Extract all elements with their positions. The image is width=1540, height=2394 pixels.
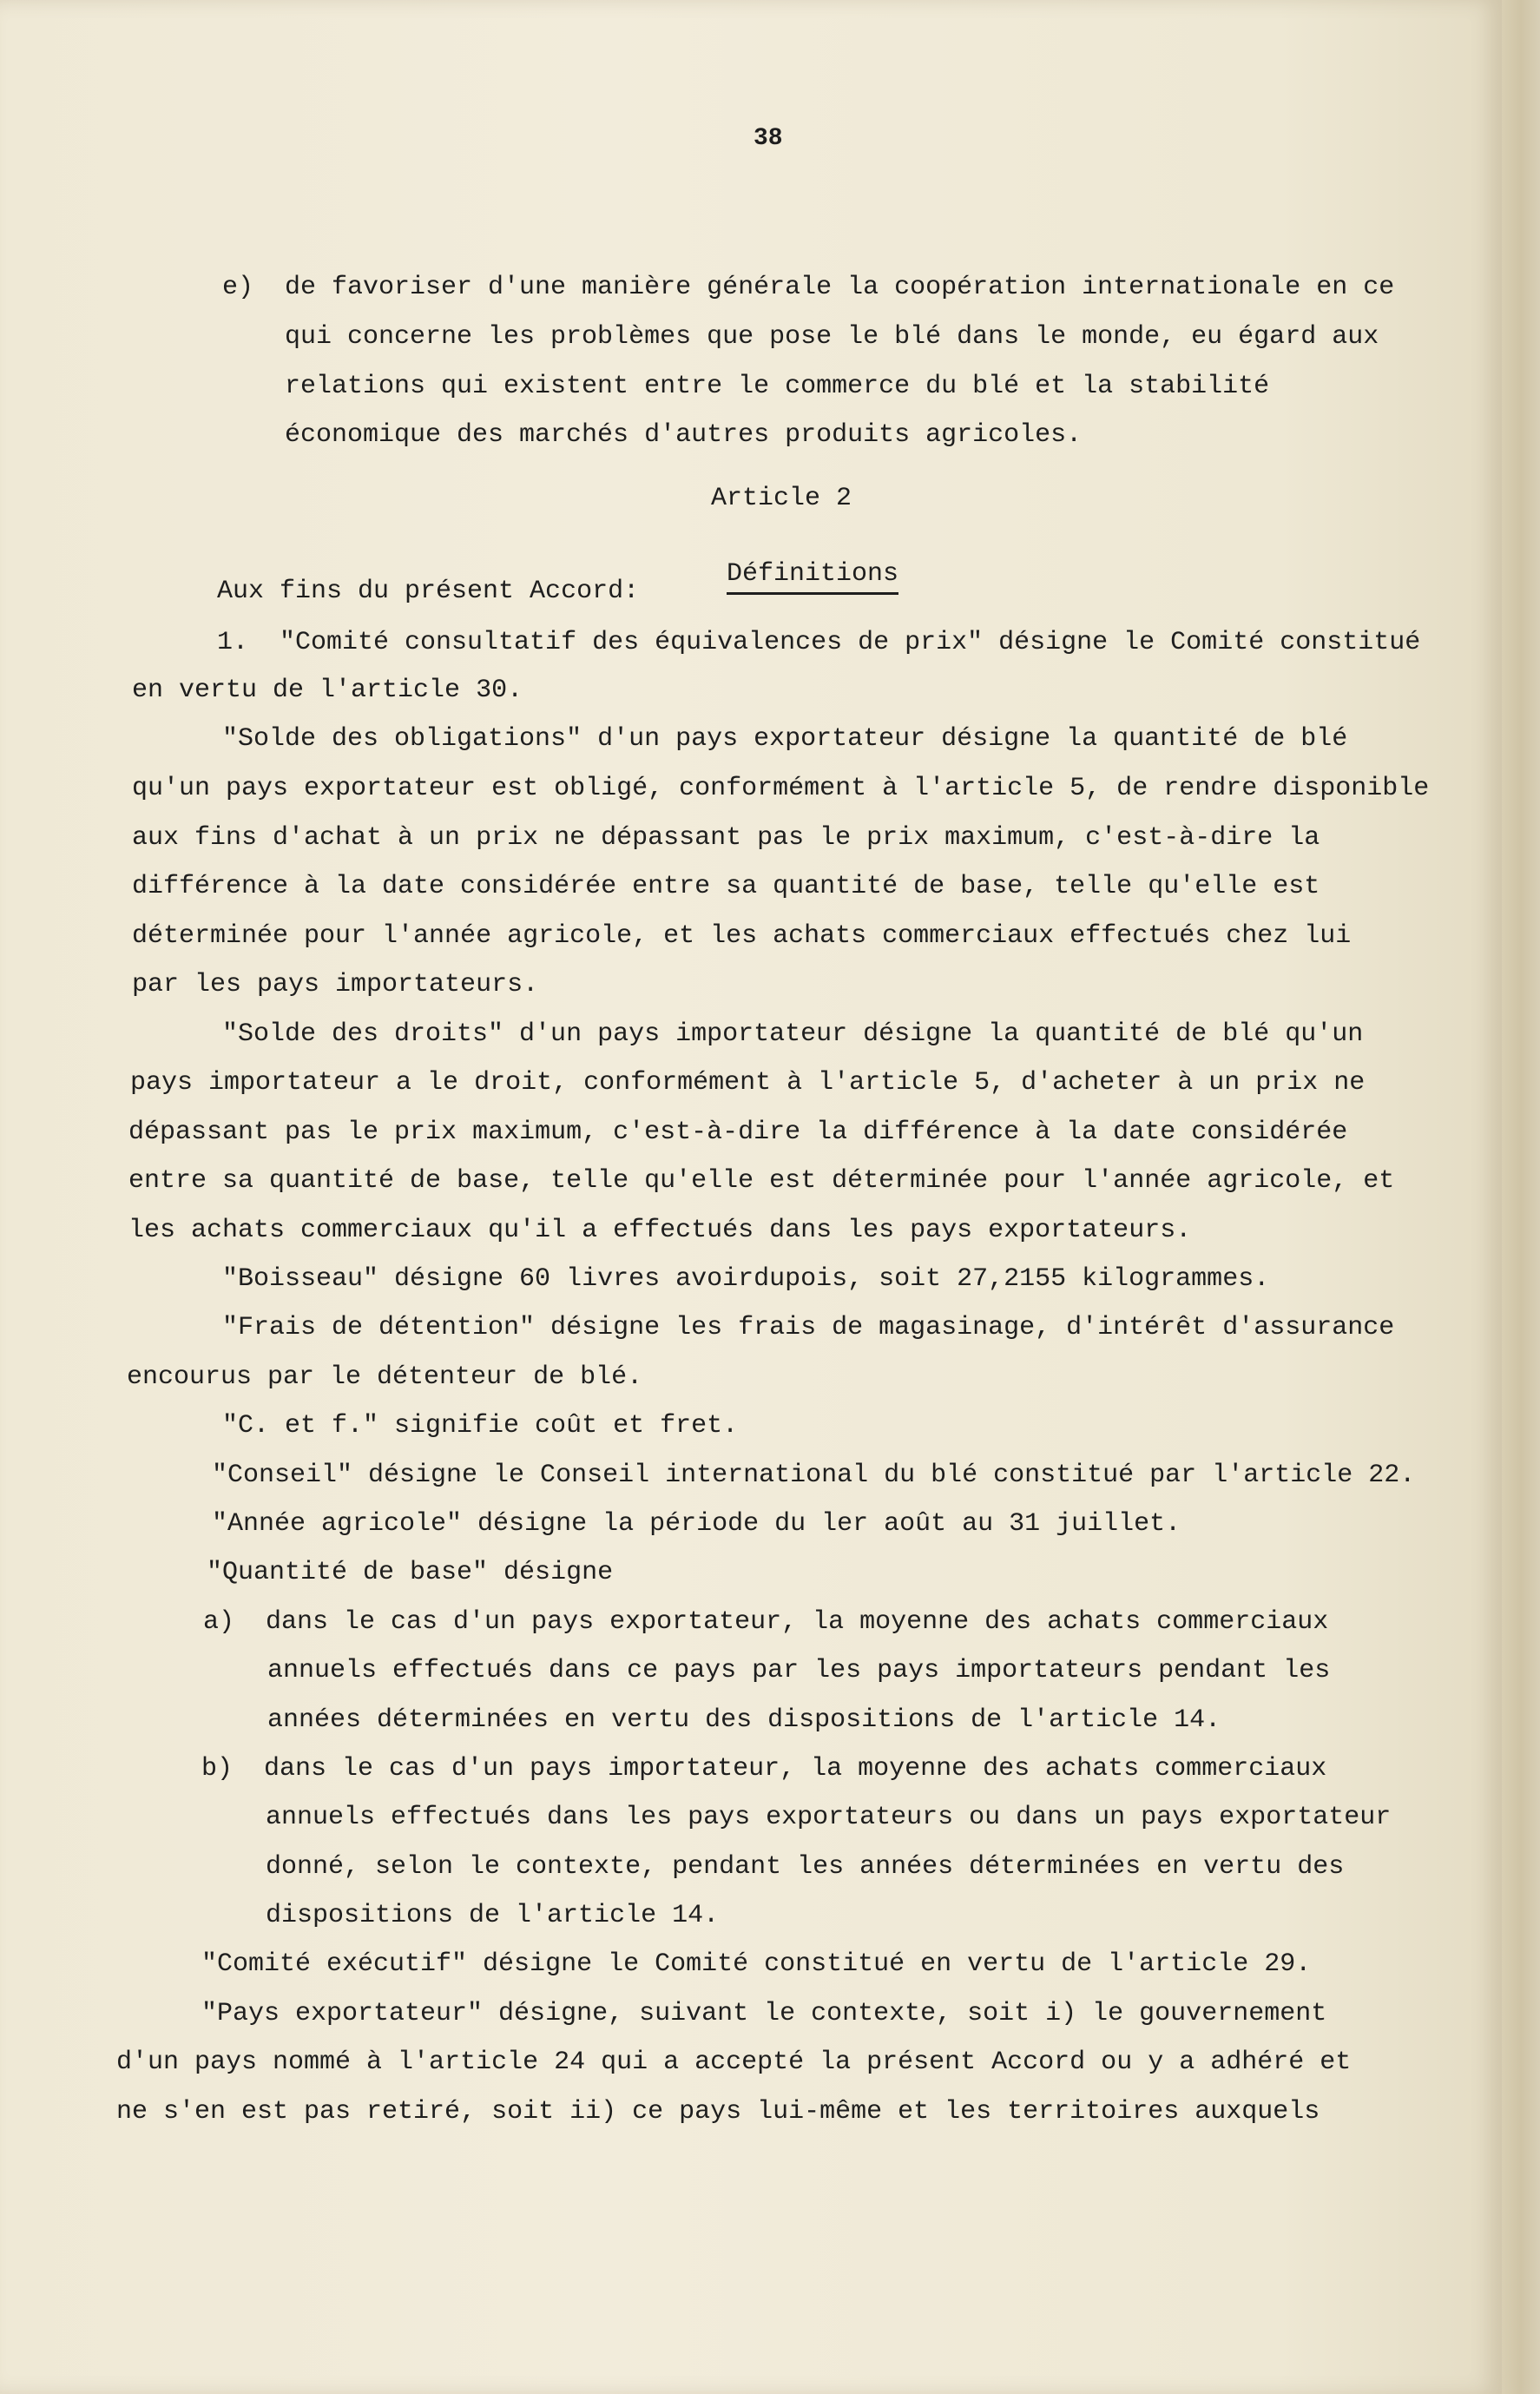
- text-line: les achats commerciaux qu'il a effectués dans les pays exportateurs.: [128, 1216, 1192, 1245]
- text-line: entre sa quantité de base, telle qu'elle est déterminée pour l'année agricole, et: [128, 1166, 1395, 1196]
- text-line: "Solde des droits" d'un pays importateur désigne la quantité de blé qu'un: [222, 1019, 1364, 1049]
- text-line: ne s'en est pas retiré, soit ii) ce pays lui-même et les territoires auxquels: [116, 2097, 1320, 2127]
- text-line: pays importateur a le droit, conformément à l'article 5, d'acheter à un prix ne: [130, 1068, 1366, 1098]
- text-line: "Solde des obligations" d'un pays exportateur désigne la quantité de blé: [222, 724, 1348, 754]
- list-marker-e: e): [222, 273, 254, 302]
- text-line: économique des marchés d'autres produits agricoles.: [285, 420, 1083, 450]
- text-line: dispositions de l'article 14.: [266, 1901, 720, 1930]
- text-line: années déterminées en vertu des dispositions de l'article 14.: [267, 1705, 1221, 1735]
- text-line: en vertu de l'article 30.: [132, 676, 523, 705]
- article-title: Article 2: [710, 484, 852, 513]
- article-heading-text: Définitions: [727, 559, 898, 595]
- text-line: "Boisseau" désigne 60 livres avoirdupois, soit 27,2155 kilogrammes.: [222, 1264, 1270, 1294]
- text-line: "Quantité de base" désigne: [207, 1558, 614, 1587]
- text-line: de favoriser d'une manière générale la coopération internationale en ce: [285, 273, 1395, 302]
- text-line: dépassant pas le prix maximum, c'est-à-dire la différence à la date considérée: [128, 1118, 1348, 1147]
- text-line: "Frais de détention" désigne les frais de magasinage, d'intérêt d'assurance: [222, 1313, 1395, 1342]
- text-line: encourus par le détenteur de blé.: [127, 1362, 643, 1392]
- text-line: par les pays importateurs.: [132, 970, 539, 999]
- text-line: Aux fins du présent Accord:: [217, 577, 640, 606]
- text-line: b) dans le cas d'un pays importateur, la moyenne des achats commerciaux: [201, 1754, 1327, 1784]
- text-line: 1. "Comité consultatif des équivalences de prix" désigne le Comité constitué: [217, 628, 1421, 657]
- text-line: "Conseil" désigne le Conseil international du blé constitué par l'article 22.: [212, 1461, 1416, 1490]
- text-line: "Comité exécutif" désigne le Comité constitué en vertu de l'article 29.: [201, 1949, 1312, 1979]
- page-edge: [1502, 0, 1540, 2394]
- text-line: relations qui existent entre le commerce du blé et la stabilité: [285, 372, 1270, 401]
- text-line: "C. et f." signifie coût et fret.: [222, 1411, 739, 1441]
- text-line: "Année agricole" désigne la période du ler août au 31 juillet.: [212, 1509, 1181, 1539]
- text-line: différence à la date considérée entre sa quantité de base, telle qu'elle est: [132, 872, 1320, 901]
- text-line: a) dans le cas d'un pays exportateur, la moyenne des achats commerciaux: [203, 1607, 1329, 1637]
- text-line: déterminée pour l'année agricole, et les achats commerciaux effectués chez lui: [132, 921, 1352, 951]
- page-number: 38: [754, 125, 783, 152]
- text-line: d'un pays nommé à l'article 24 qui a accepté la présent Accord ou y a adhéré et: [116, 2048, 1352, 2077]
- text-line: annuels effectués dans les pays exportateurs ou dans un pays exportateur: [266, 1803, 1392, 1832]
- text-line: qu'un pays exportateur est obligé, conformément à l'article 5, de rendre disponible: [132, 774, 1430, 803]
- text-line: "Pays exportateur" désigne, suivant le contexte, soit i) le gouvernement: [201, 1999, 1327, 2028]
- text-line: aux fins d'achat à un prix ne dépassant pas le prix maximum, c'est-à-dire la: [132, 823, 1320, 853]
- text-line: qui concerne les problèmes que pose le blé dans le monde, eu égard aux: [285, 322, 1379, 352]
- article-heading: [608, 530, 955, 618]
- text-line: donné, selon le contexte, pendant les années déterminées en vertu des: [266, 1852, 1345, 1882]
- text-line: annuels effectués dans ce pays par les pays importateurs pendant les: [267, 1656, 1331, 1685]
